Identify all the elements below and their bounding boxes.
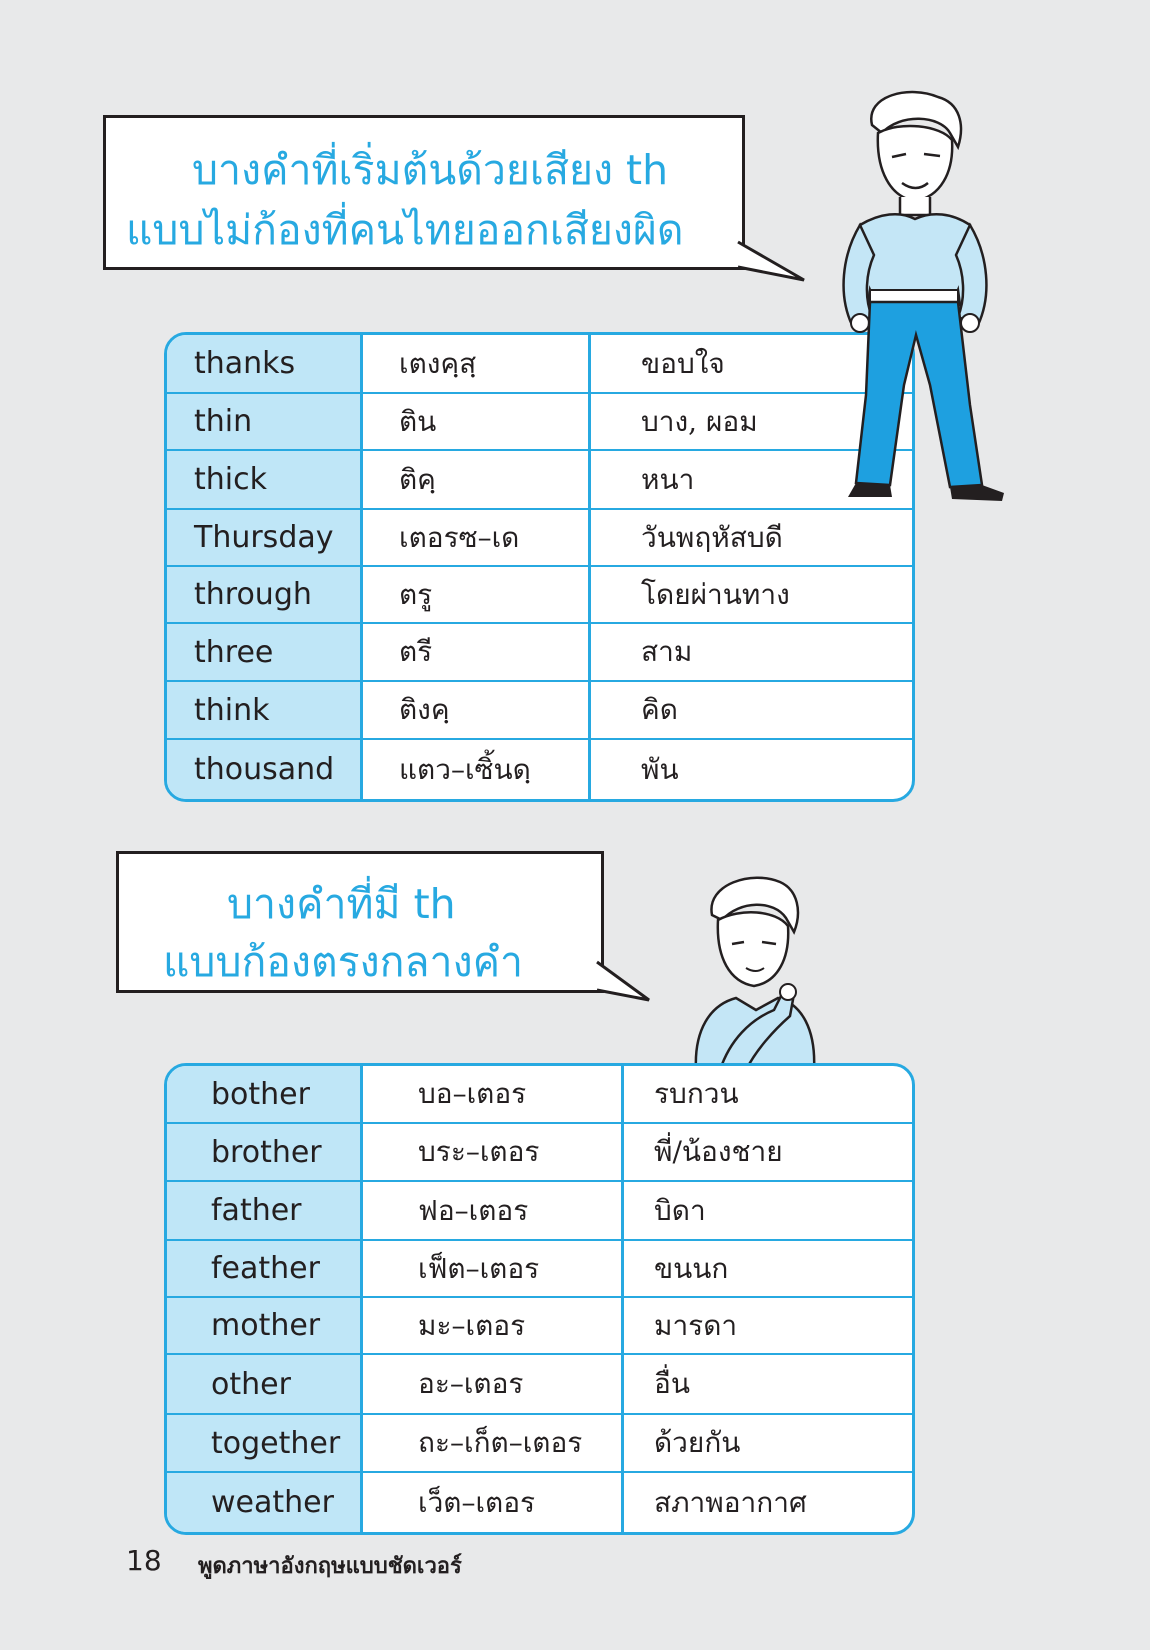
- table-row: [167, 1241, 912, 1298]
- english-word: other: [167, 1355, 363, 1413]
- thai-meaning: รบกวน: [654, 1077, 739, 1110]
- bubble1-line1: บางคำที่เริ่มต้นด้วยเสียง th: [192, 146, 669, 194]
- bubble2-line1: บางคำที่มี th: [227, 880, 456, 928]
- table-row: [167, 1298, 912, 1355]
- thai-pronunciation: ตรี: [363, 624, 591, 680]
- thai-meaning: วันพฤหัสบดี: [641, 520, 783, 554]
- thai-meaning: สภาพอากาศ: [654, 1485, 807, 1519]
- english-word: mother: [167, 1298, 363, 1353]
- thai-pronunciation: เตอรซ–เด: [363, 510, 591, 565]
- bubble1-line2: แบบไม่ก้องที่คนไทยออกเสียงผิด: [126, 206, 684, 254]
- thai-pronunciation: ติงคฺ: [363, 682, 591, 738]
- english-word: feather: [167, 1241, 363, 1296]
- vocab-table-voiceless-th: [164, 332, 915, 802]
- thai-meaning: บาง, ผอม: [641, 404, 758, 438]
- english-word: thousand: [167, 740, 363, 799]
- thai-meaning: พี่/น้องชาย: [654, 1135, 783, 1168]
- english-word: father: [167, 1182, 363, 1239]
- speech-bubble-1-tail: [738, 240, 808, 285]
- thai-meaning: บิดา: [654, 1193, 706, 1227]
- english-word: bother: [167, 1066, 363, 1122]
- book-title: พูดภาษาอังกฤษแบบชัดเวอร์: [198, 1554, 462, 1579]
- bubble2-line2: แบบก้องตรงกลางคำ: [163, 938, 524, 986]
- table-row: [167, 624, 912, 682]
- thai-pronunciation: ฟอ–เตอร: [363, 1182, 624, 1239]
- english-word: thanks: [167, 335, 363, 392]
- standing-man-illustration-icon: [820, 85, 1010, 505]
- thai-meaning: ขนนก: [654, 1251, 729, 1285]
- english-word: Thursday: [167, 510, 363, 565]
- thai-pronunciation: ตรู: [363, 567, 591, 622]
- thai-pronunciation: เฟ็ต–เตอร: [363, 1241, 624, 1296]
- english-word: weather: [167, 1473, 363, 1532]
- thai-meaning: หนา: [641, 462, 695, 496]
- english-word: three: [167, 624, 363, 680]
- english-word: brother: [167, 1124, 363, 1180]
- thai-meaning: มารดา: [654, 1308, 738, 1342]
- table-row: [167, 510, 912, 567]
- table-row: [167, 1473, 912, 1532]
- page-number: 18: [126, 1544, 162, 1577]
- table-row: [167, 1182, 912, 1241]
- vocab-table-voiced-th: [164, 1063, 915, 1535]
- table-row: [167, 451, 912, 510]
- speech-bubble-1: [103, 115, 745, 270]
- thai-pronunciation: ถะ–เก็ต–เตอร: [363, 1415, 624, 1471]
- thai-pronunciation: แตว–เซิ้นดฺ: [363, 740, 591, 799]
- speech-bubble-2: [116, 851, 604, 993]
- thai-meaning: พัน: [641, 752, 679, 786]
- table1-body: [167, 335, 912, 799]
- table-row: [167, 1355, 912, 1415]
- english-word: think: [167, 682, 363, 738]
- table-row: [167, 740, 912, 799]
- table-row: [167, 1124, 912, 1182]
- thai-pronunciation: ติคฺ: [363, 451, 591, 508]
- thai-meaning: ด้วยกัน: [654, 1426, 741, 1459]
- speech-bubble-2-tail: [597, 960, 657, 1005]
- thai-pronunciation: บอ–เตอร: [363, 1066, 624, 1122]
- thai-pronunciation: เว็ต–เตอร: [363, 1473, 624, 1532]
- thai-pronunciation: บระ–เตอร: [363, 1124, 624, 1180]
- english-word: through: [167, 567, 363, 622]
- thai-meaning: คิด: [641, 693, 678, 726]
- thai-meaning: สาม: [641, 635, 693, 668]
- thinking-man-illustration-icon: [690, 870, 830, 1070]
- table-row: [167, 567, 912, 624]
- thai-pronunciation: มะ–เตอร: [363, 1298, 624, 1353]
- table-row: [167, 335, 912, 394]
- thai-meaning: อื่น: [654, 1367, 690, 1400]
- thai-pronunciation: เตงคฺสฺ: [363, 335, 591, 392]
- table-row: [167, 1066, 912, 1124]
- table-row: [167, 394, 912, 451]
- table-row: [167, 1415, 912, 1473]
- english-word: thin: [167, 394, 363, 449]
- thai-meaning: ขอบใจ: [641, 346, 725, 380]
- thai-meaning: โดยผ่านทาง: [641, 577, 790, 611]
- english-word: thick: [167, 451, 363, 508]
- table-row: [167, 682, 912, 740]
- thai-pronunciation: อะ–เตอร: [363, 1355, 624, 1413]
- english-word: together: [167, 1415, 363, 1471]
- table2-body: [167, 1066, 912, 1532]
- thai-pronunciation: ติน: [363, 394, 591, 449]
